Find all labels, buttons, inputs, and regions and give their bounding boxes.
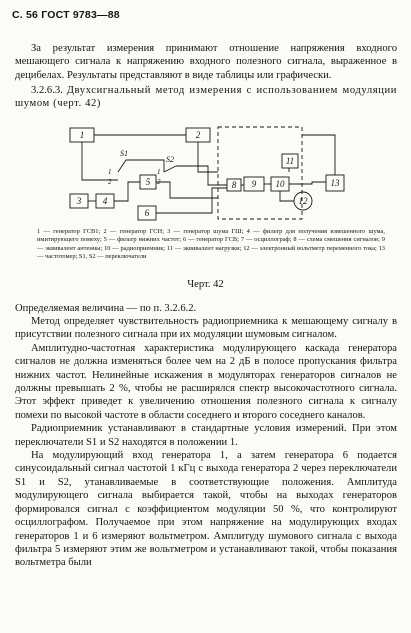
block-4-label: 4	[102, 196, 108, 206]
switch-s1-label: S1	[120, 149, 128, 158]
body-text	[15, 315, 397, 570]
definition-paragraph	[15, 302, 397, 315]
wire-10-13	[289, 182, 326, 184]
switch-s1-pos2: 2	[108, 178, 112, 186]
block-11-label: 11	[285, 156, 295, 166]
block-6-label: 6	[144, 208, 150, 218]
wire-s2-mixer	[176, 166, 227, 185]
switch-s2-pos1: 1	[157, 168, 161, 176]
section-heading	[15, 84, 397, 111]
diagram-legend: 1 — генератор ГСВ1; 2 — генератор ГСН; 3 — генератор шума ГШ; 4 — фильтр для получения взвешенного шума, имитирующего помеху; 5 — фильтр нижних частот; 6 — генератор ГСВ; 7 — осциллограф; 8 — схема смешения сигналов; 9 — эквивалент антенны; 10 — радиоприемник; 11 — эквивалент нагрузки; 12 — электронный вольтметр переменного тока; 13 — частотомер; S1, S2 — переключатели	[37, 228, 385, 260]
page-header: С. 56 ГОСТ 9783—88	[12, 9, 120, 21]
switch-s2	[164, 166, 176, 172]
wire-4-5	[114, 182, 140, 201]
wire-10-12	[280, 191, 294, 201]
body-paragraph-2: Амплитудно-частотная характеристика модулирующего каскада генератора сигналов не должна изменяться более чем на 2 дБ в полосе пропускания фильтра нижних частот. Нелинейные искажения в модуляторах генераторов сигналов не должны превышать 2 %, чтобы не расширялся спектр высокочастотного сигнала. Этот эффект приведет к увеличению отношения полезного сигнала к сигналу помехи по высокой частоте в области соседнего и второго соседнего каналов.	[15, 342, 397, 421]
intro-paragraph	[15, 42, 397, 82]
block-13-label: 13	[330, 178, 340, 188]
section-number: 3.2.6.3.	[31, 85, 63, 96]
block-1-label: 1	[79, 130, 85, 140]
wire-6-mixer	[156, 188, 227, 213]
body-paragraph-3: Радиоприемник устанавливают в стандартные условия измерений. При этом переключатели S1 и S2 находятся в положении 1.	[15, 423, 397, 448]
definition-text: Определяемая величина — по п. 3.2.6.2.	[15, 303, 197, 314]
block-3-label: 3	[76, 196, 82, 206]
switch-s1	[118, 160, 126, 172]
block-12-label: 12	[298, 196, 308, 206]
switch-s2-pos2: 2	[157, 178, 161, 186]
body-paragraph-1: Метод определяет чувствительность радиоприемника к мешающему сигналу в присутствии полезного сигнала при их модуляции шумовым сигналом.	[15, 316, 397, 341]
block-10-label: 10	[275, 179, 285, 189]
switch-s1-pos1: 1	[108, 168, 112, 176]
section-title: Двухсигнальный метод измерения с использованием модуляции шумом (черт. 42)	[15, 85, 397, 110]
wire-5-mixer	[156, 182, 218, 198]
dashed-enclosure	[218, 127, 302, 219]
body-paragraph-4: На модулирующий вход генератора 1, а затем генератора 6 подается синусоидальный сигнал частотой 1 кГц с выхода генератора 2 через переключатели S1 и S2, утанавливаемые в соответствующие положения. Амплитуда модулирующего сигнала выбирается такой, чтобы на выходах генераторов формировался сигнал с коэффициентом модуляции 50 %, что контролируют осциллографом. Получаемое при этом напряжение на модулирующих входах генераторов 1 и 6 измеряют вольтметром. Амплитуду шумового сигнала с выхода фильтра 5 измеряют этим же вольтметром и устанавливают такой, чтобы показания вольтметра были	[15, 450, 397, 569]
wire-top-13	[302, 135, 335, 175]
block-8-label: 8	[231, 180, 237, 190]
wire-1-down	[82, 142, 118, 180]
block-diagram	[68, 122, 364, 226]
block-5-label: 5	[145, 177, 151, 187]
block-9-label: 9	[251, 179, 257, 189]
intro-text: За результат измерения принимают отношение напряжения входного мешающего сигнала к напряжению входного полезного сигнала, выраженное в децибелах. Результаты представляют в виде таблицы или графически.	[15, 43, 397, 81]
switch-s2-label: S2	[166, 155, 174, 164]
block-2-label: 2	[195, 130, 201, 140]
figure-caption: Черт. 42	[187, 279, 224, 290]
